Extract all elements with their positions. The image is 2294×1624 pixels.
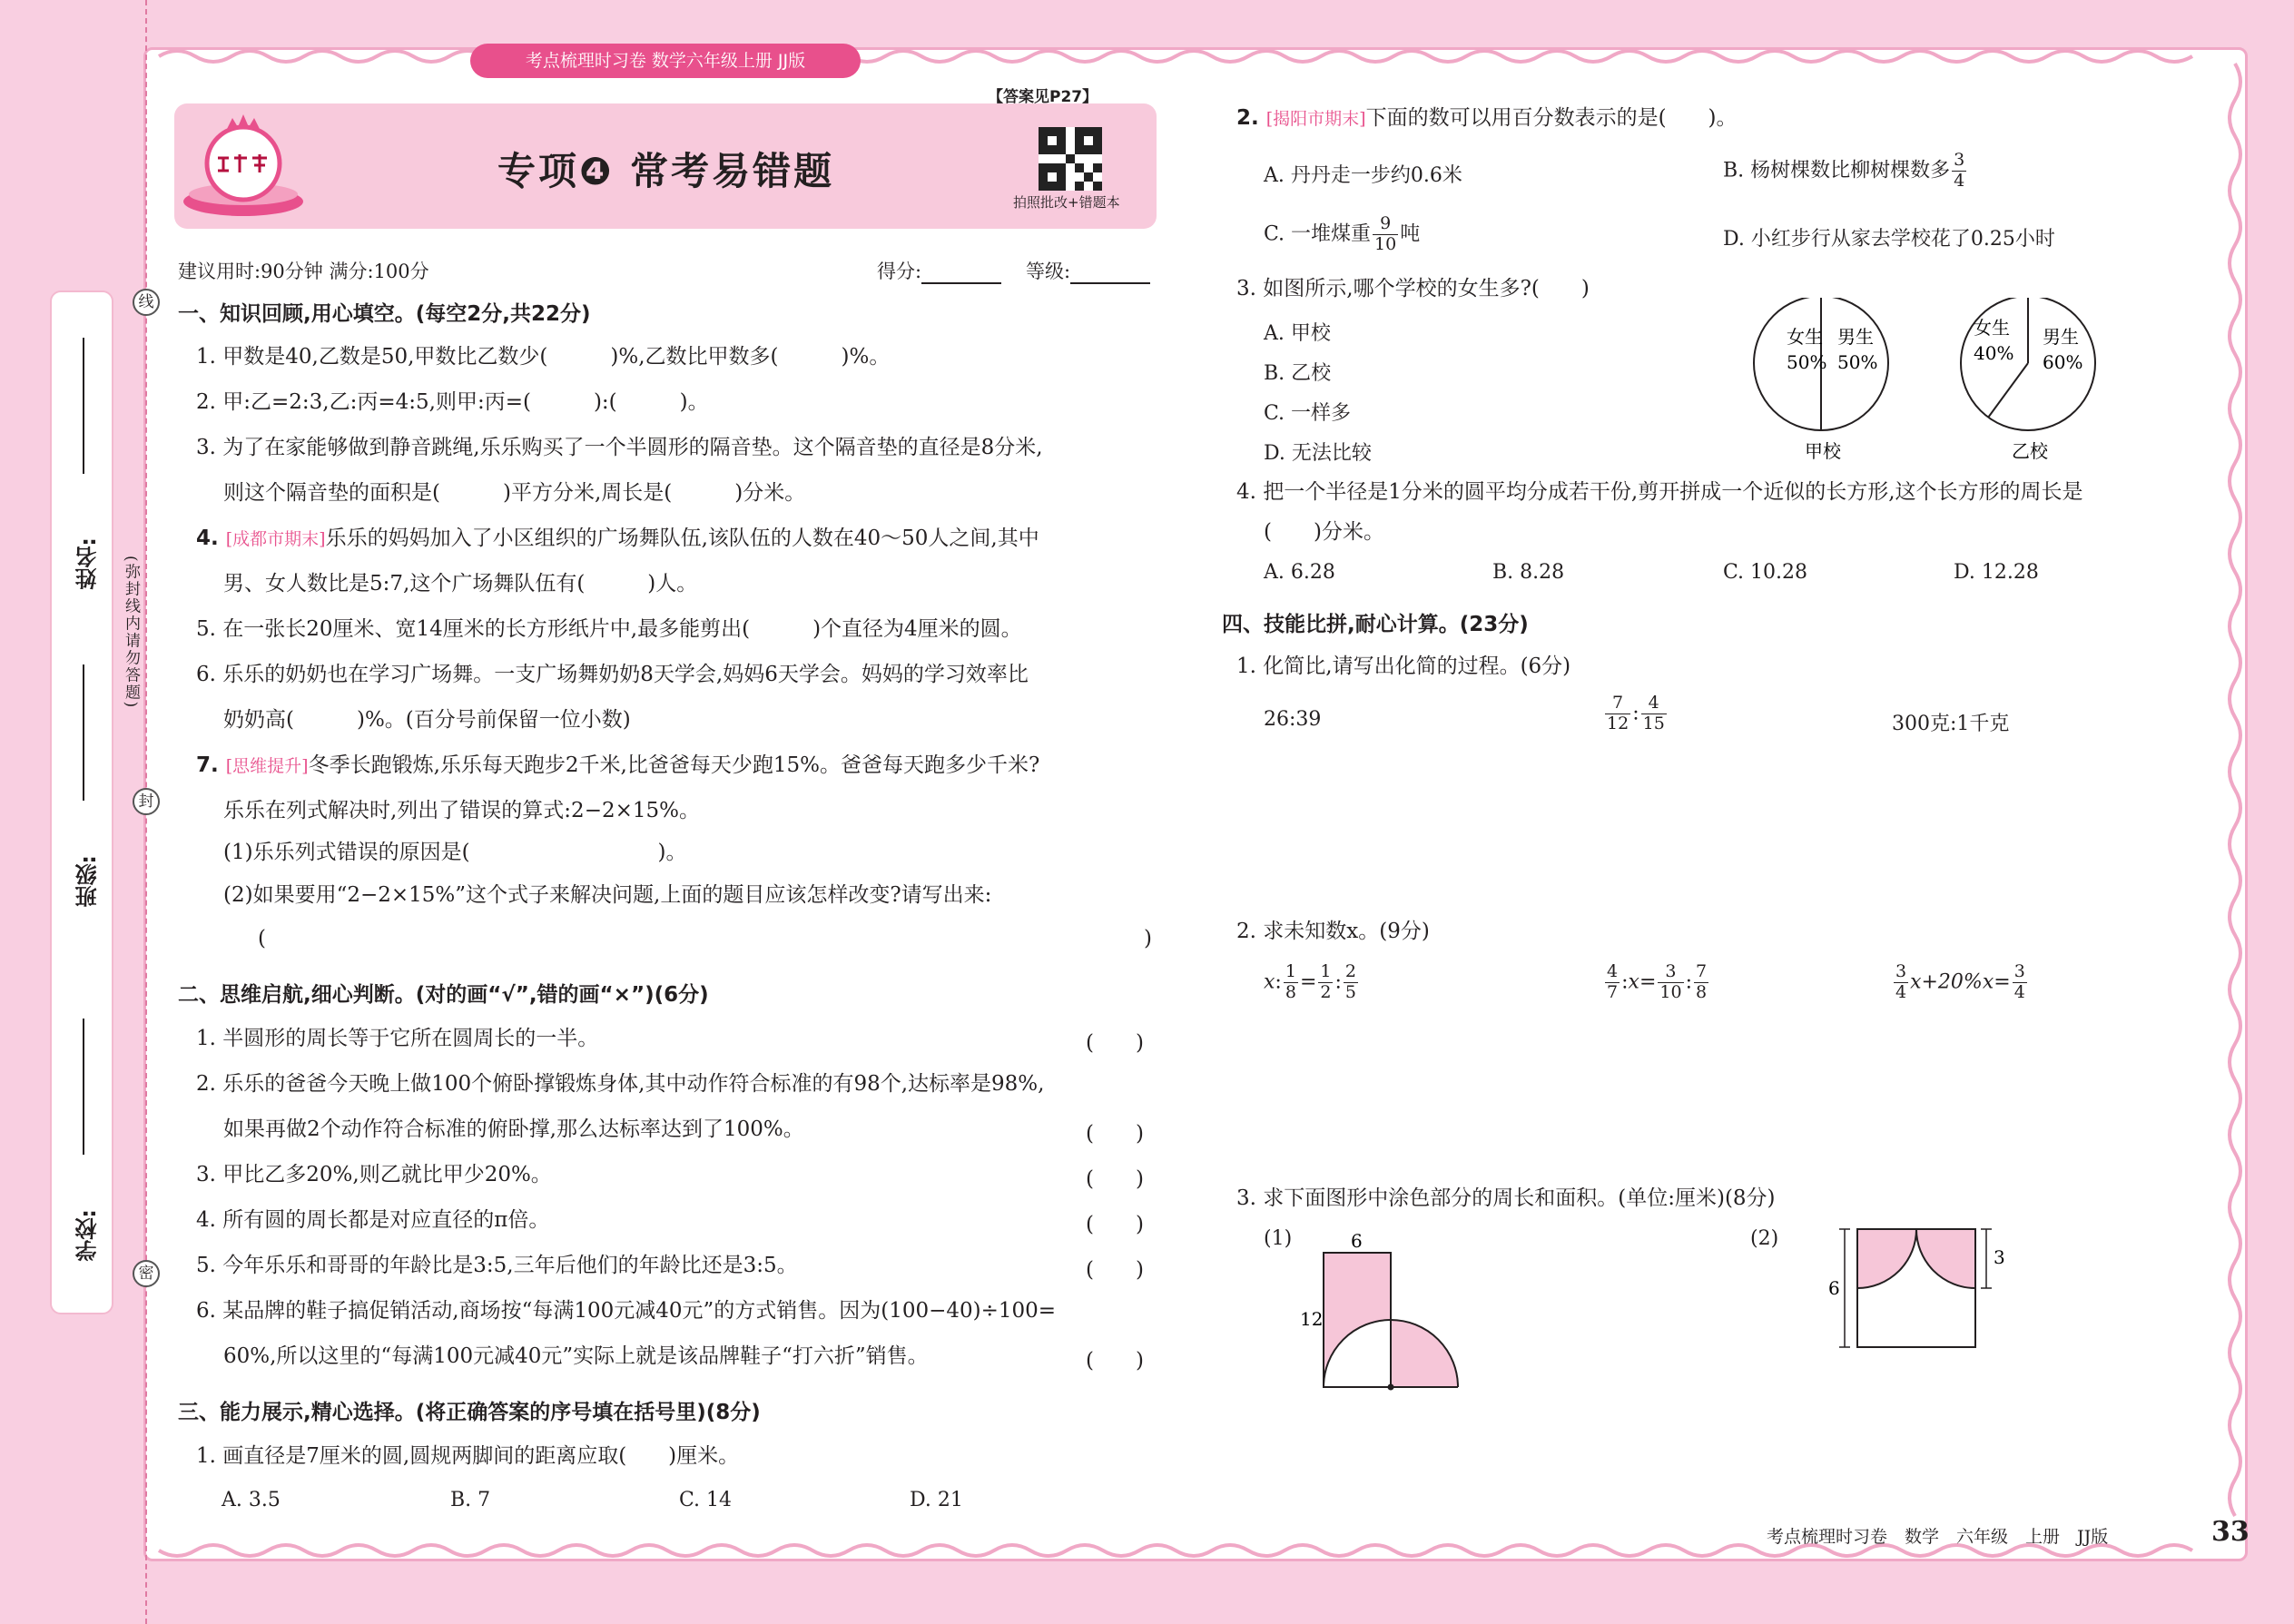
grade-label: 等级: [1026,261,1071,282]
s2-bracket1[interactable]: ( ) [1086,1031,1144,1055]
s1-q4b: 男、女人数比是5:7,这个广场舞队伍有( )人。 [223,572,698,595]
qr-caption: 拍照批改+错题本 [1013,194,1120,211]
s3-q3: 3. 如图所示,哪个学校的女生多?( ) [1236,277,1590,300]
s3-q3-option-d[interactable]: D. 无法比较 [1264,442,1372,465]
s1-q2: 2. 甲:乙=2:3,乙:丙=4:5,则甲:丙=( ):( )。 [196,390,709,414]
s3-q2-option-b[interactable]: B. 杨树棵数比柳树棵数多 $\frac{3}{4}$ [1723,150,1965,191]
s1-q7d: (2)如果要用“2−2×15%”这个式子来解决问题,上面的题目应该怎样改变?请写出来: [223,883,992,907]
name-label: 姓名: [75,537,101,590]
score-blank[interactable] [921,282,1001,284]
ratio-3: 300克:1千克 [1892,713,2010,735]
figure1-width: 6 [1351,1230,1363,1252]
pie-jia-girls-pct: 50% [1787,351,1827,373]
score-field [877,257,1001,284]
s2-item5: 5. 今年乐乐和哥哥的年龄比是3:5,三年后他们的年龄比还是3:5。 [196,1254,798,1277]
cut-mark-seal: 封 [133,788,160,815]
s3-q1-option-c[interactable]: C. 14 [679,1489,733,1511]
s2-item2a: 2. 乐乐的爸爸今天晚上做100个俯卧撑锻炼身体,其中动作符合标准的有98个,达标率是98%, [196,1072,1045,1096]
pie-jia-girls: 女生 [1787,326,1823,348]
student-info-strip [50,290,113,1314]
s3-q4b: ( )分米。 [1264,520,1384,544]
figure1-height: 12 [1300,1308,1324,1330]
brand-logo [182,111,305,218]
s1-q3b: 则这个隔音垫的面积是( )平方分米,周长是( )分米。 [223,481,806,505]
s2-item1: 1. 半圆形的周长等于它所在圆周长的一半。 [196,1027,599,1050]
s1-q1: 1. 甲数是40,乙数是50,甲数比乙数少( )%,乙数比甲数多( )%。 [196,345,891,369]
s1-q4-tag: [成都市期末] [225,529,326,549]
equation-1: x: $\frac{1}{8}$ = $\frac{1}{2}$ : $\frac{2}{5}$ [1264,961,1356,1002]
equation-3: $\frac{3}{4}$ x+20%x= $\frac{3}{4}$ [1895,961,2025,1002]
s3-q4-option-d[interactable]: D. 12.28 [1954,561,2039,584]
s4-q3: 3. 求下面图形中涂色部分的周长和面积。(单位:厘米)(8分) [1236,1186,1776,1210]
s3-q2-option-c[interactable]: C. 一堆煤重 $\frac{9}{10}$ 吨 [1264,213,1421,254]
s4-q1: 1. 化简比,请写出化简的过程。(6分) [1236,655,1571,678]
page-number: 33 [2211,1516,2250,1548]
s2-bracket2[interactable]: ( ) [1086,1122,1144,1146]
pie-jia-name: 甲校 [1805,440,1841,461]
qr-code-icon [1039,127,1102,191]
s3-q1-option-d[interactable]: D. 21 [910,1489,963,1511]
s4-q2: 2. 求未知数x。(9分) [1236,920,1430,943]
s1-q4a: 4. [成都市期末]乐乐的妈妈加入了小区组织的广场舞队伍,该队伍的人数在40～50人之间,其中 [196,527,1039,550]
grade-field [1026,257,1150,284]
name-line [83,338,84,474]
footer-text: 考点梳理时习卷 数学 六年级 上册 JJ版 [1767,1527,2109,1547]
frac-9-10: $\frac{9}{10}$ [1374,213,1397,254]
s3-q2: 2. [揭阳市期末]下面的数可以用百分数表示的是( )。 [1236,106,1738,130]
pie-yi-name: 乙校 [2012,440,2048,461]
s3-q4a: 4. 把一个半径是1分米的圆平均分成若干份,剪开拼成一个近似的长方形,这个长方形的周长是 [1236,480,2083,504]
score-label: 得分: [877,261,922,282]
pie-yi-girls: 女生 [1974,317,2010,339]
s3-q4-option-c[interactable]: C. 10.28 [1723,561,1808,584]
answer-reference: 【答案见P27】 [988,88,1098,106]
s1-q7b: 乐乐在列式解决时,列出了错误的算式:2−2×15%。 [223,799,700,822]
figure2-side: 6 [1828,1277,1840,1299]
figure1-shaded-quarter [1391,1320,1458,1387]
figure2-diagram [1825,1220,2006,1356]
figure1-center-dot [1388,1384,1394,1391]
grade-blank[interactable] [1070,282,1150,284]
section1-title: 一、知识回顾,用心填空。(每空2分,共22分) [178,302,591,326]
equation-2: $\frac{4}{7}$ :x= $\frac{3}{10}$ : $\frac{7}{8}$ [1607,961,1708,1002]
cut-mark-line: 线 [133,289,160,316]
s3-q4-option-b[interactable]: B. 8.28 [1492,561,1565,584]
cut-note: (弥封线内请勿答题) [122,556,140,710]
section2-title: 二、思维启航,细心判断。(对的画“√”,错的画“×”)(6分) [178,983,709,1007]
s2-bracket5[interactable]: ( ) [1086,1258,1144,1282]
pie-yi-boys-pct: 60% [2043,351,2083,373]
s3-q2-option-a[interactable]: A. 丹丹走一步约0.6米 [1264,164,1462,187]
s1-q7-tag: [思维提升] [225,756,309,776]
pie-jia-boys-pct: 50% [1837,351,1878,373]
ratio-2: $\frac{7}{12}$ : $\frac{4}{15}$ [1607,693,1665,733]
s3-q4-option-a[interactable]: A. 6.28 [1264,561,1335,584]
pie-yi-boys: 男生 [2043,326,2079,348]
series-tab: 考点梳理时习卷 数学六年级上册 JJ版 [470,44,861,78]
s1-q7e-open: ( [258,927,266,950]
s2-bracket4[interactable]: ( ) [1086,1213,1144,1236]
s3-q1-option-b[interactable]: B. 7 [450,1489,491,1511]
class-line [83,664,84,801]
s1-q5: 5. 在一张长20厘米、宽14厘米的长方形纸片中,最多能剪出( )个直径为4厘米的圆。 [196,617,1022,641]
s3-q2-option-d[interactable]: D. 小红步行从家去学校花了0.25小时 [1723,228,2055,251]
pie-yi-girls-pct: 40% [1974,342,2014,364]
figure2-radius: 3 [1994,1246,2005,1268]
s2-bracket6[interactable]: ( ) [1086,1349,1144,1373]
page-title: 专项❹ 常考易错题 [497,149,835,193]
s3-q2-tag: [揭阳市期末] [1265,109,1366,129]
s2-item2b: 如果再做2个动作符合标准的俯卧撑,那么达标率达到了100%。 [223,1117,804,1141]
suggested-time: 建议用时:90分钟 满分:100分 [178,261,429,282]
s1-q7c: (1)乐乐列式错误的原因是( )。 [223,841,687,864]
school-label: 学校: [75,1209,101,1262]
class-label: 班级: [75,855,101,908]
school-line [83,1019,84,1155]
cut-mark-secret: 密 [133,1260,160,1287]
s3-q1-option-a[interactable]: A. 3.5 [222,1489,281,1511]
s3-q3-option-c[interactable]: C. 一样多 [1264,402,1352,425]
section3-title: 三、能力展示,精心选择。(将正确答案的序号填在括号里)(8分) [178,1401,761,1424]
s2-bracket3[interactable]: ( ) [1086,1167,1144,1191]
s1-q3a: 3. 为了在家能够做到静音跳绳,乐乐购买了一个半圆形的隔音垫。这个隔音垫的直径是8分米, [196,436,1043,459]
s2-item4: 4. 所有圆的周长都是对应直径的π倍。 [196,1208,550,1232]
s3-q1: 1. 画直径是7厘米的圆,圆规两脚间的距离应取( )厘米。 [196,1444,740,1468]
pie-charts-figure [1743,298,2124,461]
s1-q6a: 6. 乐乐的奶奶也在学习广场舞。一支广场舞奶奶8天学会,妈妈6天学会。妈妈的学习效率比 [196,663,1029,686]
s1-q7a: 7. [思维提升]冬季长跑锻炼,乐乐每天跑步2千米,比爸爸每天少跑15%。爸爸每天跑多少千米? [196,753,1040,777]
ratio-1: 26:39 [1264,708,1322,731]
s2-item6b: 60%,所以这里的“每满100元减40元”实际上就是该品牌鞋子“打六折”销售。 [223,1344,929,1368]
frac-3-4: $\frac{3}{4}$ [1954,150,1965,191]
figure2-label: (2) [1750,1227,1779,1250]
figure1-label: (1) [1264,1227,1293,1250]
figure1-diagram [1289,1225,1489,1398]
section4-title: 四、技能比拼,耐心计算。(23分) [1222,613,1529,636]
s3-q3-option-b[interactable]: B. 乙校 [1264,362,1332,385]
s2-item3: 3. 甲比乙多20%,则乙就比甲少20%。 [196,1163,552,1186]
pie-jia-boys: 男生 [1837,326,1874,348]
s3-q3-option-a[interactable]: A. 甲校 [1264,322,1331,345]
s2-item6a: 6. 某品牌的鞋子搞促销活动,商场按“每满100元减40元”的方式销售。因为(100−40)÷100= [196,1299,1057,1323]
s1-q7e-close: ) [1144,927,1152,950]
s1-q6b: 奶奶高( )%。(百分号前保留一位小数) [223,708,631,732]
